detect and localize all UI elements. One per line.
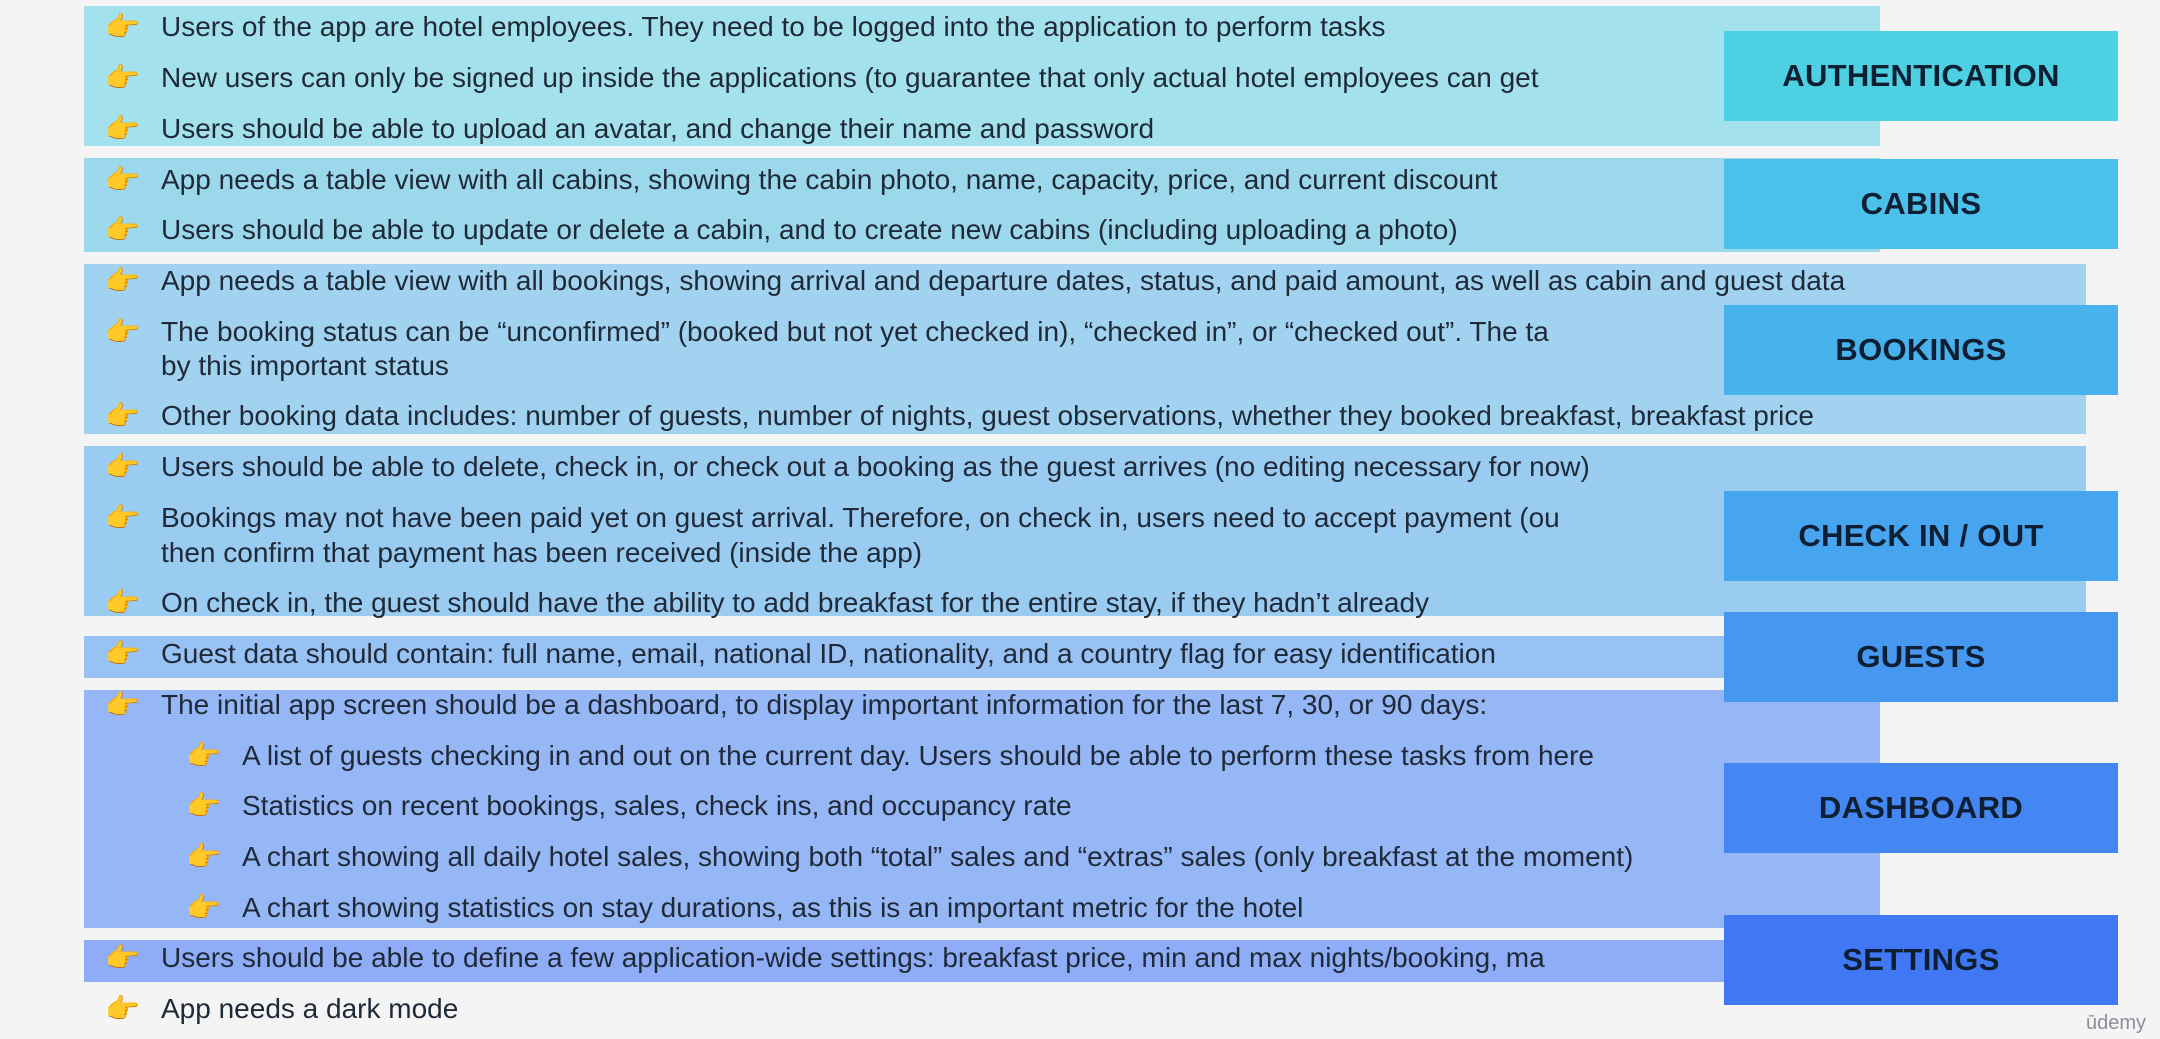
- requirement-item: [105, 991, 459, 1027]
- label-guests: GUESTS: [1724, 612, 2118, 702]
- requirement-item: [105, 314, 1549, 350]
- requirement-text: App needs a dark mode: [161, 993, 459, 1024]
- pointing-hand-icon: 👉: [105, 942, 140, 973]
- requirement-text-continued: then confirm that payment has been received (inside the app): [161, 537, 923, 568]
- requirement-item: [105, 9, 1386, 45]
- requirement-text: The booking status can be “unconfirmed” (booked but not yet checked in), “checked in”, or “checked out”. The ta: [161, 316, 1549, 347]
- pointing-hand-icon: 👉: [105, 62, 140, 93]
- requirement-item: [105, 500, 1560, 536]
- pointing-hand-icon: 👉: [105, 993, 140, 1024]
- requirement-item: [105, 60, 1539, 96]
- label-check-in-out: CHECK IN / OUT: [1724, 491, 2118, 581]
- pointing-hand-icon: 👉: [105, 316, 140, 347]
- label-bookings: BOOKINGS: [1724, 305, 2118, 395]
- requirement-item: [105, 111, 1155, 147]
- requirement-text: Users of the app are hotel employees. They need to be logged into the application to perform tasks: [161, 11, 1386, 42]
- requirement-subitem: [186, 839, 1634, 875]
- requirement-subitem: [186, 890, 1304, 926]
- pointing-hand-icon: 👉: [105, 164, 140, 195]
- requirement-item: [105, 263, 1846, 299]
- requirement-item: [105, 636, 1496, 672]
- requirement-text: A chart showing all daily hotel sales, showing both “total” sales and “extras” sales (only breakfast at the moment): [242, 841, 1634, 872]
- requirement-item: [105, 585, 1430, 621]
- requirement-item: [105, 687, 1488, 723]
- pointing-hand-icon: 👉: [105, 11, 140, 42]
- requirement-item: [105, 162, 1498, 198]
- requirement-text-continued: by this important status: [161, 350, 449, 381]
- requirement-text: Users should be able to define a few application-wide settings: breakfast price, min and max nights/booking, ma: [161, 942, 1545, 973]
- pointing-hand-icon: 👉: [105, 113, 140, 144]
- requirement-text: On check in, the guest should have the ability to add breakfast for the entire stay, if they hadn’t already: [161, 587, 1430, 618]
- requirement-text: Users should be able to update or delete a cabin, and to create new cabins (including uploading a photo): [161, 214, 1458, 245]
- requirement-text: Statistics on recent bookings, sales, check ins, and occupancy rate: [242, 790, 1072, 821]
- pointing-hand-icon: 👉: [105, 587, 140, 618]
- requirement-text: Users should be able to delete, check in, or check out a booking as the guest arrives (no editing necessary for now): [161, 451, 1590, 482]
- label-settings: SETTINGS: [1724, 915, 2118, 1005]
- requirement-item: [105, 398, 1814, 434]
- pointing-hand-icon: 👉: [186, 740, 221, 771]
- requirement-item: [105, 940, 1545, 976]
- requirement-item: [105, 212, 1458, 248]
- pointing-hand-icon: 👉: [105, 689, 140, 720]
- pointing-hand-icon: 👉: [105, 265, 140, 296]
- pointing-hand-icon: 👉: [105, 502, 140, 533]
- pointing-hand-icon: 👉: [186, 892, 221, 923]
- pointing-hand-icon: 👉: [105, 214, 140, 245]
- label-authentication: AUTHENTICATION: [1724, 31, 2118, 121]
- requirement-text: Bookings may not have been paid yet on guest arrival. Therefore, on check in, users need to accept payment (ou: [161, 502, 1560, 533]
- requirement-text: Users should be able to upload an avatar, and change their name and password: [161, 113, 1155, 144]
- requirement-item: [105, 449, 1590, 485]
- requirement-text: App needs a table view with all cabins, showing the cabin photo, name, capacity, price, and current discount: [161, 164, 1498, 195]
- requirement-text: Guest data should contain: full name, email, national ID, nationality, and a country flag for easy identification: [161, 638, 1496, 669]
- pointing-hand-icon: 👉: [105, 400, 140, 431]
- requirement-subitem: [186, 738, 1594, 774]
- label-cabins: CABINS: [1724, 159, 2118, 249]
- udemy-watermark: ūdemy: [2085, 1012, 2146, 1034]
- requirement-subitem: [186, 788, 1072, 824]
- label-dashboard: DASHBOARD: [1724, 763, 2118, 853]
- requirement-text: The initial app screen should be a dashboard, to display important information for the last 7, 30, or 90 days:: [161, 689, 1488, 720]
- pointing-hand-icon: 👉: [105, 638, 140, 669]
- pointing-hand-icon: 👉: [105, 451, 140, 482]
- requirement-text: App needs a table view with all bookings, showing arrival and departure dates, status, and paid amount, as well as cabin and guest data: [161, 265, 1846, 296]
- pointing-hand-icon: 👉: [186, 841, 221, 872]
- requirement-text: Other booking data includes: number of guests, number of nights, guest observations, whether they booked breakfast, breakfast price: [161, 400, 1814, 431]
- pointing-hand-icon: 👉: [186, 790, 221, 821]
- requirement-text: A chart showing statistics on stay durations, as this is an important metric for the hotel: [242, 892, 1304, 923]
- requirement-text: New users can only be signed up inside the applications (to guarantee that only actual hotel employees can get: [161, 62, 1539, 93]
- requirement-text: A list of guests checking in and out on the current day. Users should be able to perform these tasks from here: [242, 740, 1594, 771]
